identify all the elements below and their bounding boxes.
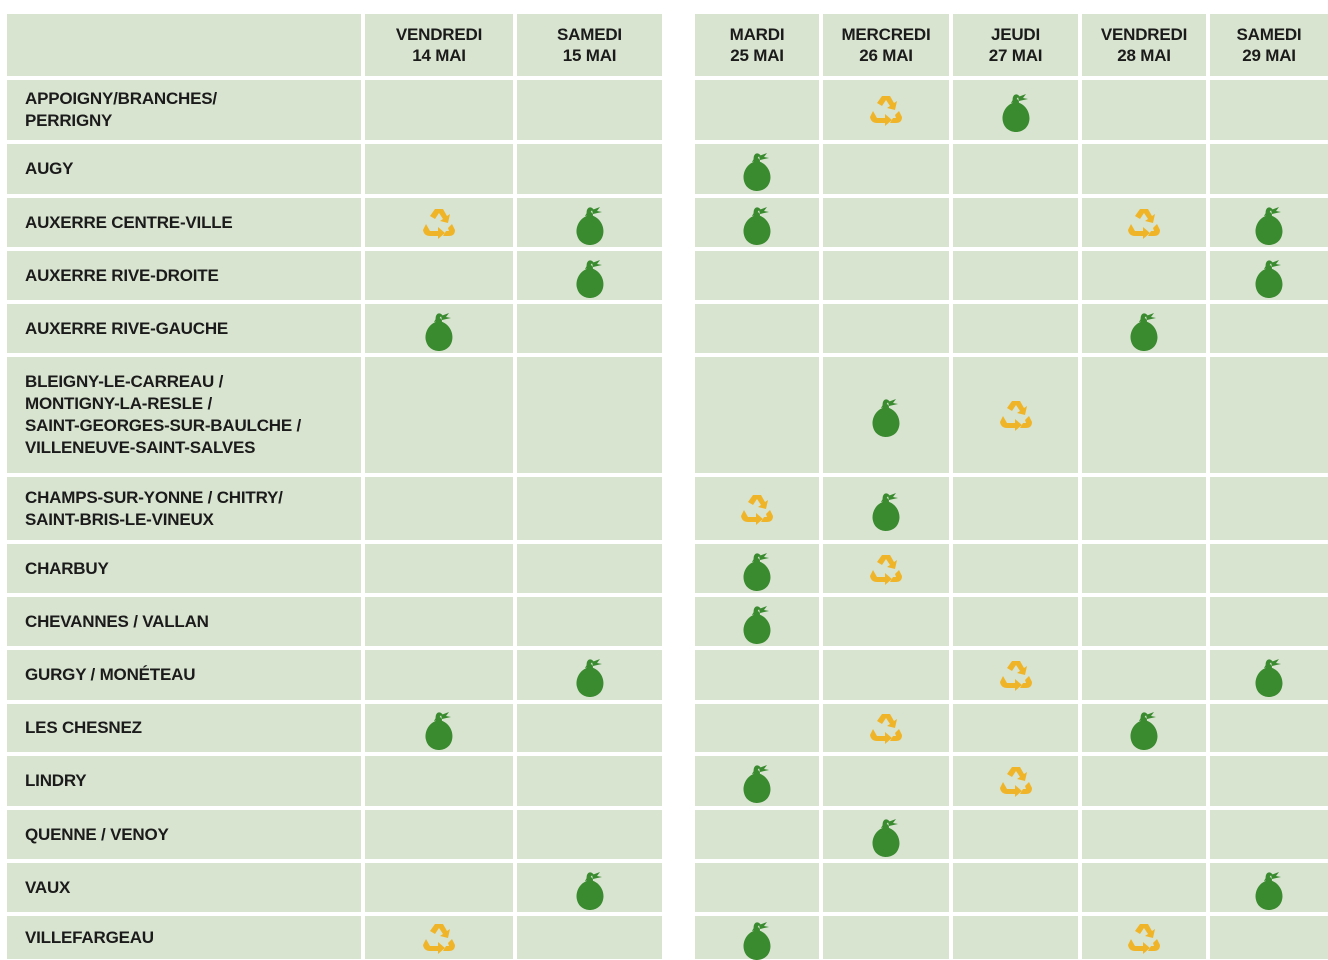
commune-name-line: AUXERRE CENTRE-VILLE xyxy=(25,212,233,232)
commune-name-cell xyxy=(7,756,361,806)
schedule-cell xyxy=(823,916,949,959)
garbage-bag-icon xyxy=(740,147,774,191)
schedule-cell xyxy=(365,80,513,140)
schedule-cell xyxy=(823,810,949,859)
schedule-cell xyxy=(1082,704,1206,752)
recycling-icon xyxy=(740,492,774,526)
schedule-cell xyxy=(695,597,819,646)
recycling-icon xyxy=(999,398,1033,432)
schedule-cell xyxy=(365,650,513,700)
schedule-cell xyxy=(517,916,662,959)
schedule-cell xyxy=(517,544,662,593)
date-header xyxy=(953,14,1078,76)
commune-name-cell xyxy=(7,863,361,912)
recycling-icon xyxy=(422,921,456,955)
schedule-cell xyxy=(695,810,819,859)
commune-name-line: LINDRY xyxy=(25,771,87,790)
garbage-bag-icon xyxy=(1252,866,1286,910)
date-label: 26 MAI xyxy=(859,46,913,65)
garbage-bag-icon xyxy=(1252,201,1286,245)
schedule-cell xyxy=(695,863,819,912)
schedule-cell xyxy=(695,756,819,806)
commune-name xyxy=(25,158,73,180)
commune-name-line: SAINT-BRIS-LE-VINEUX xyxy=(25,509,214,529)
garbage-bag-icon xyxy=(573,653,607,697)
recycling-icon xyxy=(999,764,1033,798)
header-corner-cell xyxy=(7,14,361,76)
schedule-cell xyxy=(517,477,662,540)
garbage-bag-icon xyxy=(869,487,903,531)
schedule-cell xyxy=(1082,863,1206,912)
garbage-bag-icon xyxy=(573,201,607,245)
recycling-icon xyxy=(1127,921,1161,955)
commune-name xyxy=(25,558,109,580)
commune-name-cell xyxy=(7,477,361,540)
commune-name-cell xyxy=(7,198,361,247)
date-label: 28 MAI xyxy=(1117,46,1171,65)
schedule-cell xyxy=(823,477,949,540)
schedule-cell xyxy=(1082,198,1206,247)
commune-name xyxy=(25,318,228,340)
garbage-bag-icon xyxy=(1127,307,1161,351)
schedule-cell xyxy=(365,704,513,752)
date-header xyxy=(695,14,819,76)
date-header xyxy=(1210,14,1328,76)
recycling-icon xyxy=(869,552,903,586)
garbage-bag-icon xyxy=(740,759,774,803)
schedule-cell xyxy=(365,810,513,859)
schedule-cell xyxy=(953,650,1078,700)
schedule-cell xyxy=(365,544,513,593)
commune-name-cell xyxy=(7,916,361,959)
schedule-cell xyxy=(953,916,1078,959)
schedule-cell xyxy=(695,144,819,194)
commune-name xyxy=(25,877,70,899)
schedule-cell xyxy=(953,544,1078,593)
schedule-cell xyxy=(823,198,949,247)
schedule-cell xyxy=(953,756,1078,806)
garbage-bag-icon xyxy=(869,813,903,857)
schedule-cell xyxy=(517,650,662,700)
schedule-cell xyxy=(517,704,662,752)
schedule-cell xyxy=(517,357,662,473)
garbage-bag-icon xyxy=(740,600,774,644)
commune-name xyxy=(25,824,169,846)
schedule-cell xyxy=(695,916,819,959)
schedule-cell xyxy=(1210,198,1328,247)
commune-name-cell xyxy=(7,544,361,593)
recycling-icon xyxy=(999,658,1033,692)
garbage-bag-icon xyxy=(1252,254,1286,298)
commune-name-line: AUXERRE RIVE-DROITE xyxy=(25,265,219,285)
commune-name-cell xyxy=(7,80,361,140)
schedule-cell xyxy=(1210,304,1328,353)
schedule-cell xyxy=(1210,251,1328,300)
date-label: 27 MAI xyxy=(988,46,1043,65)
commune-name xyxy=(25,611,209,633)
commune-name-cell xyxy=(7,251,361,300)
schedule-cell xyxy=(365,144,513,194)
schedule-cell xyxy=(695,198,819,247)
schedule-cell xyxy=(953,304,1078,353)
schedule-cell xyxy=(1082,251,1206,300)
commune-name xyxy=(25,770,86,792)
commune-name-line: CHEVANNES / VALLAN xyxy=(25,611,209,631)
schedule-cell xyxy=(1210,704,1328,752)
commune-name-line: CHAMPS-SUR-YONNE / CHITRY/ xyxy=(25,487,283,507)
schedule-cell xyxy=(1210,863,1328,912)
garbage-bag-icon xyxy=(422,706,456,750)
schedule-cell xyxy=(1082,597,1206,646)
date-label: 29 MAI xyxy=(1242,46,1296,65)
schedule-cell xyxy=(1210,80,1328,140)
schedule-cell xyxy=(1082,916,1206,959)
schedule-cell xyxy=(517,144,662,194)
commune-name-cell xyxy=(7,304,361,353)
schedule-cell xyxy=(953,597,1078,646)
commune-name-cell xyxy=(7,597,361,646)
schedule-cell xyxy=(823,863,949,912)
date-header xyxy=(823,14,949,76)
schedule-cell xyxy=(1082,357,1206,473)
commune-name-cell xyxy=(7,704,361,752)
schedule-cell xyxy=(1082,544,1206,593)
commune-name-line: GURGY / MONÉTEAU xyxy=(25,665,196,684)
schedule-cell xyxy=(953,704,1078,752)
schedule-cell xyxy=(517,251,662,300)
schedule-cell xyxy=(695,704,819,752)
commune-name-line: MONTIGNY-LA-RESLE / xyxy=(25,394,212,413)
schedule-cell xyxy=(695,477,819,540)
commune-name-line: BLEIGNY-LE-CARREAU / xyxy=(25,372,224,391)
garbage-bag-icon xyxy=(740,201,774,245)
schedule-cell xyxy=(365,863,513,912)
schedule-cell xyxy=(517,304,662,353)
date-header xyxy=(517,14,662,76)
commune-name xyxy=(25,717,142,739)
weekday-label: SAMEDI xyxy=(557,25,622,44)
commune-name-line: AUGY xyxy=(25,159,74,178)
weekday-label: SAMEDI xyxy=(1236,25,1302,44)
weekday-label: VENDREDI xyxy=(1100,25,1188,44)
schedule-cell xyxy=(953,810,1078,859)
commune-name-line: AUXERRE RIVE-GAUCHE xyxy=(25,318,229,338)
garbage-bag-icon xyxy=(869,393,903,437)
commune-name xyxy=(25,664,195,686)
schedule-cell xyxy=(1210,810,1328,859)
garbage-bag-icon xyxy=(740,547,774,591)
schedule-cell xyxy=(823,80,949,140)
commune-name-line: VILLENEUVE-SAINT-SALVES xyxy=(25,438,256,457)
commune-name xyxy=(25,265,219,287)
garbage-bag-icon xyxy=(740,916,774,960)
schedule-cell xyxy=(823,251,949,300)
commune-name xyxy=(25,927,154,949)
garbage-bag-icon xyxy=(1252,653,1286,697)
schedule-cell xyxy=(517,863,662,912)
schedule-cell xyxy=(695,251,819,300)
schedule-cell xyxy=(953,198,1078,247)
schedule-cell xyxy=(823,650,949,700)
recycling-icon xyxy=(1127,206,1161,240)
commune-name xyxy=(25,487,283,531)
schedule-cell xyxy=(517,810,662,859)
schedule-cell xyxy=(695,304,819,353)
schedule-cell xyxy=(1210,756,1328,806)
schedule-cell xyxy=(823,704,949,752)
garbage-bag-icon xyxy=(1127,706,1161,750)
commune-name-cell xyxy=(7,650,361,700)
schedule-cell xyxy=(953,357,1078,473)
schedule-cell xyxy=(517,198,662,247)
schedule-cell xyxy=(823,597,949,646)
schedule-cell xyxy=(953,251,1078,300)
schedule-cell xyxy=(695,357,819,473)
schedule-cell xyxy=(823,144,949,194)
date-label: 14 MAI xyxy=(412,46,466,65)
schedule-cell xyxy=(1082,756,1206,806)
schedule-cell xyxy=(1210,477,1328,540)
weekday-label: MARDI xyxy=(729,25,785,44)
commune-name-line: SAINT-GEORGES-SUR-BAULCHE / xyxy=(25,416,302,435)
recycling-icon xyxy=(869,711,903,745)
commune-name-line: VILLEFARGEAU xyxy=(25,927,154,947)
schedule-cell xyxy=(365,304,513,353)
schedule-cell xyxy=(1082,477,1206,540)
schedule-cell xyxy=(1210,916,1328,959)
commune-name xyxy=(25,212,233,234)
weekday-label: MERCREDI xyxy=(841,25,931,44)
schedule-cell xyxy=(953,863,1078,912)
schedule-cell xyxy=(1082,810,1206,859)
weekday-label: JEUDI xyxy=(990,25,1041,44)
commune-name-cell xyxy=(7,144,361,194)
schedule-cell xyxy=(1210,650,1328,700)
schedule-cell xyxy=(695,650,819,700)
commune-name-cell xyxy=(7,357,361,473)
schedule-cell xyxy=(1210,544,1328,593)
schedule-cell xyxy=(1210,144,1328,194)
date-header xyxy=(1082,14,1206,76)
commune-name-line: LES CHESNEZ xyxy=(25,718,142,737)
schedule-cell xyxy=(365,198,513,247)
schedule-cell xyxy=(823,756,949,806)
schedule-cell xyxy=(695,80,819,140)
commune-name-cell xyxy=(7,810,361,859)
commune-name-line: CHARBUY xyxy=(25,558,109,578)
commune-name-line: PERRIGNY xyxy=(25,111,113,130)
date-label: 25 MAI xyxy=(730,46,784,65)
recycling-icon xyxy=(422,206,456,240)
garbage-bag-icon xyxy=(422,307,456,351)
schedule-cell xyxy=(695,544,819,593)
schedule-cell xyxy=(823,544,949,593)
schedule-cell xyxy=(1210,357,1328,473)
commune-name-line: VAUX xyxy=(25,877,71,897)
schedule-cell xyxy=(365,756,513,806)
commune-name xyxy=(25,371,301,459)
recycling-icon xyxy=(869,93,903,127)
schedule-cell xyxy=(517,597,662,646)
date-label: 15 MAI xyxy=(562,46,617,65)
schedule-cell xyxy=(1082,144,1206,194)
schedule-cell xyxy=(365,251,513,300)
schedule-cell xyxy=(1082,304,1206,353)
schedule-cell xyxy=(1082,80,1206,140)
schedule-cell xyxy=(365,916,513,959)
garbage-bag-icon xyxy=(573,866,607,910)
schedule-cell xyxy=(1210,597,1328,646)
commune-name-line: QUENNE / VENOY xyxy=(25,824,169,844)
date-header xyxy=(365,14,513,76)
schedule-cell xyxy=(823,357,949,473)
schedule-cell xyxy=(365,357,513,473)
schedule-cell xyxy=(953,144,1078,194)
weekday-label: VENDREDI xyxy=(395,25,483,44)
schedule-cell xyxy=(517,756,662,806)
commune-name xyxy=(25,88,217,132)
schedule-cell xyxy=(517,80,662,140)
schedule-cell xyxy=(823,304,949,353)
schedule-cell xyxy=(365,597,513,646)
commune-name-line: APPOIGNY/BRANCHES/ xyxy=(25,89,217,108)
garbage-bag-icon xyxy=(573,254,607,298)
schedule-cell xyxy=(953,80,1078,140)
garbage-bag-icon xyxy=(999,88,1033,132)
schedule-cell xyxy=(1082,650,1206,700)
schedule-cell xyxy=(365,477,513,540)
schedule-cell xyxy=(953,477,1078,540)
